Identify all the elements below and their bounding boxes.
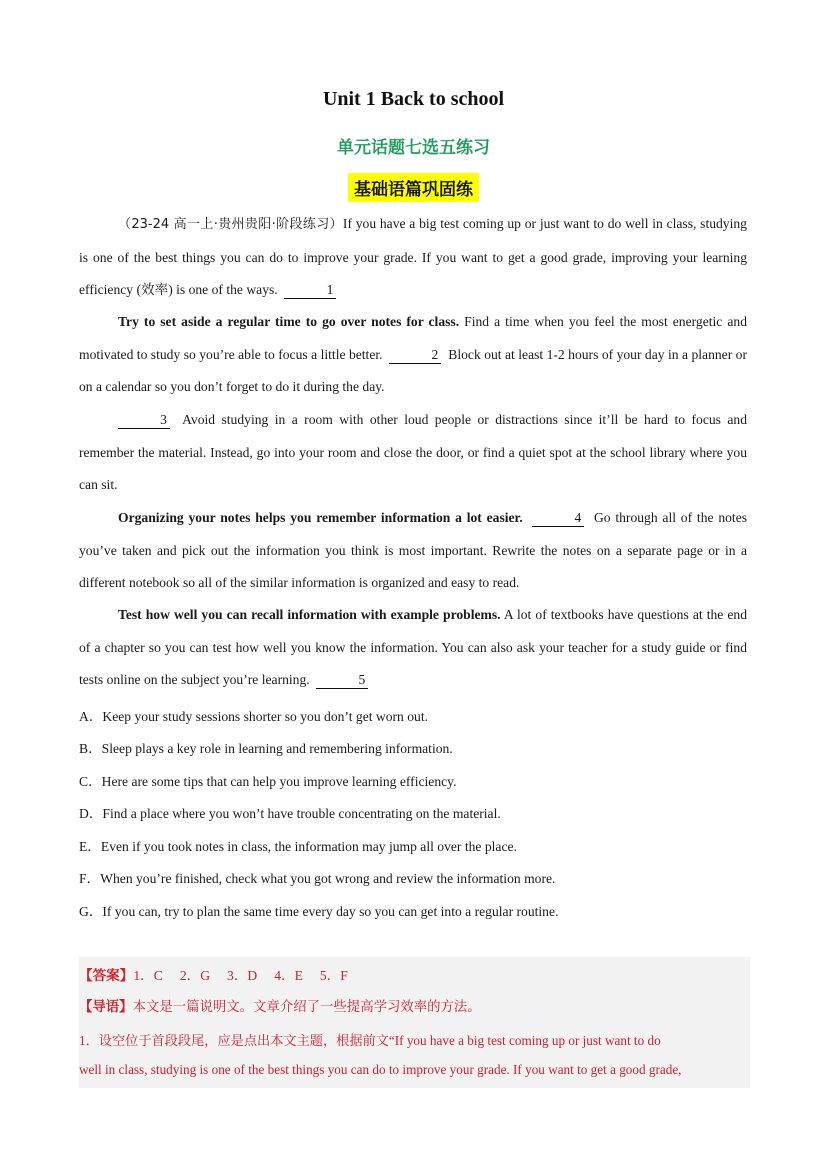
paragraph-text: Block out at least 1-2 hours of your day in a planner or on a calendar so you don’t forget to do it during the day.: [79, 346, 747, 394]
source-note: （23-24 高一上·贵州贵阳·阶段练习）: [118, 217, 343, 232]
guide-text: 本文是一篇说明文。文章介绍了一些提高学习效率的方法。: [132, 1000, 481, 1015]
blank-3: 3: [118, 412, 170, 429]
paragraph-text: A lot of textbooks have questions at the end of a chapter so you can test how well you know the information. You can also ask your teacher for a study guide or find tests online on the subject you’re learning.: [79, 607, 747, 687]
guide-label: 【导语】: [79, 1000, 133, 1015]
blank-4: 4: [532, 510, 584, 527]
paragraph-text: If you have a big test coming up or just want to do well in class, studying is one of the best things you can do to improve your grade. If you want to get a good grade, improving your learning efficiency (效率) is one of the ways.: [79, 216, 747, 297]
paragraph-lead-sentence: Organizing your notes helps you remember information a lot easier.: [118, 510, 523, 525]
option-f: F．When you’re finished, check what you got wrong and review the information more.: [79, 871, 556, 886]
option-b: B．Sleep plays a key role in learning and remembering information.: [79, 741, 453, 756]
paragraph-lead-sentence: Try to set aside a regular time to go over notes for class.: [118, 314, 460, 329]
paragraph-text: Go through all of the notes you’ve taken and pick out the information you think is most important. Rewrite the notes on a separate page or in a different notebook so all of the similar information is organized and easy to read.: [79, 510, 748, 590]
passage-paragraph-2: [79, 306, 747, 404]
section-heading-wrap: [0, 173, 827, 202]
explanation-line-1: 1．设空位于首段段尾，应是点出本文主题，根据前文“If you have a big test coming up or just want to do: [79, 1033, 661, 1048]
answer-key: [79, 964, 747, 984]
paragraph-text: Find a time when you feel the most energetic and motivated to study so you’re able to focus a little better.: [79, 314, 747, 362]
section-heading: 基础语篇巩固练: [348, 173, 479, 202]
option-g: G．If you can, try to plan the same time every day so you can get into a regular routine.: [79, 904, 559, 919]
page-title: Unit 1 Back to school: [322, 88, 505, 110]
paragraph-text: Avoid studying in a room with other loud people or distractions since it’ll be hard to focus and remember the material. Instead, go into your room and close the door, or find a quiet spot at the school library where you can sit.: [79, 412, 747, 492]
option-d: D．Find a place where you won’t have trouble concentrating on the material.: [79, 806, 501, 821]
paragraph-lead-sentence: Test how well you can recall information with example problems.: [118, 607, 501, 622]
option-a: A．Keep your study sessions shorter so you don’t get worn out.: [79, 709, 429, 724]
explanation-line-2: well in class, studying is one of the best things you can do to improve your grade. If you want to get a good grade,: [79, 1062, 682, 1077]
option-e: E．Even if you took notes in class, the information may jump all over the place.: [79, 839, 517, 854]
page-subtitle: 单元话题七选五练习: [337, 138, 490, 158]
blank-5: 5: [316, 672, 368, 689]
guide-line: [79, 996, 747, 1015]
option-c: C．Here are some tips that can help you improve learning efficiency.: [79, 774, 457, 789]
passage-paragraph-3: [79, 404, 747, 502]
blank-1: 1: [284, 282, 336, 299]
answer-values: 1．C 2．G 3．D 4．E 5．F: [133, 968, 348, 983]
answer-label: 【答案】: [79, 968, 134, 984]
blank-2: 2: [389, 347, 441, 364]
passage-paragraph-4: [79, 502, 747, 600]
passage-paragraph-5: [79, 599, 747, 697]
passage-paragraph-1: [79, 208, 747, 307]
